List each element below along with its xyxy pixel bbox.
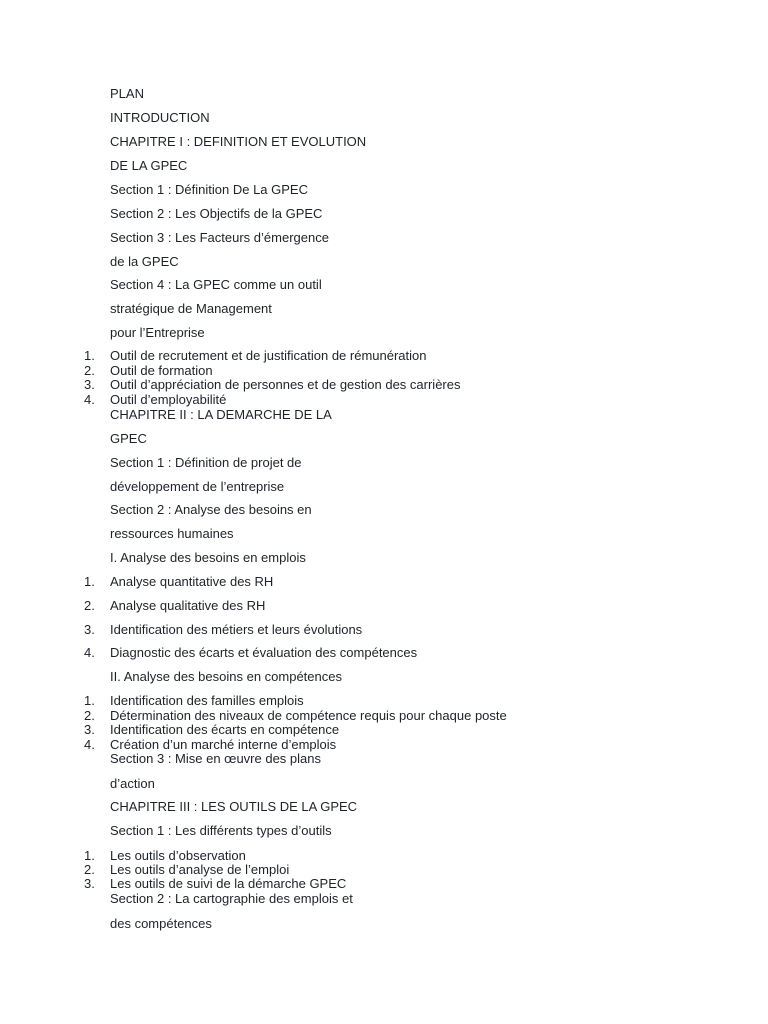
list-number: 1. (84, 348, 95, 363)
chapter-3-title: CHAPITRE III : LES OUTILS DE LA GPEC (110, 799, 358, 814)
section-heading: Section 4 : La GPEC comme un outil (110, 277, 322, 292)
list-number: 3. (84, 722, 95, 737)
list-number: 3. (84, 622, 95, 637)
list-item-text: Analyse qualitative des RH (110, 598, 266, 613)
section-heading-cont: de la GPEC (110, 254, 179, 269)
subsection-heading: I. Analyse des besoins en emplois (110, 550, 306, 565)
list-item-text: Identification des métiers et leurs évolutions (110, 622, 363, 637)
section-heading: Section 3 : Les Facteurs d’émergence (110, 230, 329, 245)
list-item (84, 645, 418, 660)
list-item (84, 693, 304, 708)
section-heading: Section 1 : Définition de projet de (110, 455, 302, 470)
list-number: 1. (84, 848, 95, 863)
list-item-text: Détermination des niveaux de compétence requis pour chaque poste (110, 708, 507, 723)
list-number: 2. (84, 363, 95, 378)
section-heading: Section 1 : Les différents types d’outils (110, 823, 332, 838)
section-heading-cont: développement de l’entreprise (110, 479, 285, 494)
section-heading: Section 3 : Mise en œuvre des plans (110, 751, 321, 766)
section-heading-cont: ressources humaines (110, 526, 234, 541)
chapter-1-title: CHAPITRE I : DEFINITION ET EVOLUTION (110, 134, 367, 149)
list-number: 2. (84, 598, 95, 613)
section-heading: Section 2 : Analyse des besoins en (110, 502, 312, 517)
section-heading-cont: d’action (110, 776, 155, 791)
chapter-2-title-cont: GPEC (110, 431, 147, 446)
list-item-text: Création d’un marché interne d’emplois (110, 737, 337, 752)
list-number: 4. (84, 737, 95, 752)
list-item-text: Outil de recrutement et de justification de rémunération (110, 348, 427, 363)
plan-heading: PLAN (110, 86, 144, 101)
section-heading-cont: des compétences (110, 916, 212, 931)
section-heading-cont: stratégique de Management (110, 301, 272, 316)
section-heading: Section 1 : Définition De La GPEC (110, 182, 308, 197)
list-number: 4. (84, 645, 95, 660)
list-item-text: Les outils d’analyse de l’emploi (110, 862, 290, 877)
list-item (84, 708, 507, 723)
list-item (84, 862, 290, 877)
list-number: 3. (84, 876, 95, 891)
introduction-heading: INTRODUCTION (110, 110, 210, 125)
list-item-text: Outil de formation (110, 363, 213, 378)
list-number: 1. (84, 574, 95, 589)
list-item-text: Outil d’appréciation de personnes et de gestion des carrières (110, 377, 461, 392)
list-item (84, 722, 340, 737)
list-item-text: Analyse quantitative des RH (110, 574, 274, 589)
list-item-text: Outil d’employabilité (110, 392, 227, 407)
list-item (84, 377, 461, 392)
list-item (84, 737, 337, 752)
list-number: 2. (84, 708, 95, 723)
list-item (84, 598, 266, 613)
list-number: 4. (84, 392, 95, 407)
section-heading-cont: pour l’Entreprise (110, 325, 205, 340)
chapter-2-title: CHAPITRE II : LA DEMARCHE DE LA (110, 407, 332, 422)
list-item-text: Diagnostic des écarts et évaluation des compétences (110, 645, 418, 660)
list-item (84, 363, 213, 378)
section-heading: Section 2 : La cartographie des emplois et (110, 891, 353, 906)
list-number: 1. (84, 693, 95, 708)
list-item-text: Identification des écarts en compétence (110, 722, 340, 737)
list-item-text: Identification des familles emplois (110, 693, 304, 708)
list-item (84, 876, 347, 891)
list-item (84, 622, 363, 637)
subsection-heading: II. Analyse des besoins en compétences (110, 669, 342, 684)
chapter-1-title-cont: DE LA GPEC (110, 158, 188, 173)
list-item (84, 574, 274, 589)
list-item-text: Les outils de suivi de la démarche GPEC (110, 876, 347, 891)
list-item (84, 392, 227, 407)
list-item (84, 848, 246, 863)
list-item (84, 348, 427, 363)
list-number: 3. (84, 377, 95, 392)
list-item-text: Les outils d’observation (110, 848, 246, 863)
section-heading: Section 2 : Les Objectifs de la GPEC (110, 206, 323, 221)
list-number: 2. (84, 862, 95, 877)
